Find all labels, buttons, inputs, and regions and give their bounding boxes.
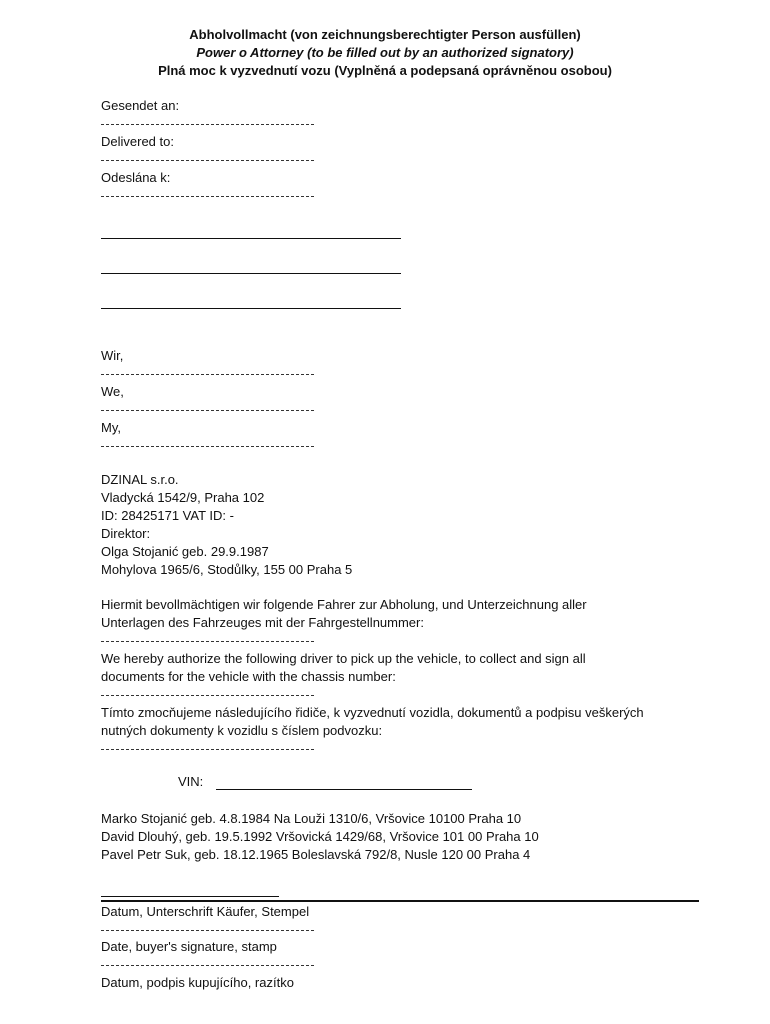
signature-line-short[interactable] — [101, 896, 279, 897]
company-name: DZINAL s.r.o. — [101, 472, 179, 487]
title-german: Abholvollmacht (von zeichnungsberechtigter Person ausfüllen) — [189, 27, 581, 42]
authorization-english-line-2: documents for the vehicle with the chassis number: — [101, 669, 396, 684]
authorization-english-line-1: We hereby authorize the following driver to pick up the vehicle, to collect and sign all — [101, 651, 586, 666]
director-name: Olga Stojanić geb. 29.9.1987 — [101, 544, 269, 559]
we-label-german: Wir, — [101, 348, 124, 363]
divider — [101, 930, 314, 931]
company-ids: ID: 28425171 VAT ID: - — [101, 508, 234, 523]
vin-input-line[interactable] — [216, 789, 472, 790]
divider — [101, 446, 314, 447]
divider — [101, 374, 314, 375]
authorization-german-line-1: Hiermit bevollmächtigen wir folgende Fahrer zur Abholung, und Unterzeichnung aller — [101, 597, 587, 612]
we-label-english: We, — [101, 384, 124, 399]
divider — [101, 410, 314, 411]
title-czech: Plná moc k vyzvednutí vozu (Vyplněná a podepsaná oprávněnou osobou) — [158, 63, 612, 78]
divider — [101, 160, 314, 161]
divider — [101, 749, 314, 750]
vin-label: VIN: — [178, 774, 204, 789]
signature-line[interactable] — [101, 900, 699, 902]
divider — [101, 124, 314, 125]
recipient-label-czech: Odeslána k: — [101, 170, 171, 185]
authorization-czech-line-2: nutných dokumenty k vozidlu s číslem podvozku: — [101, 723, 383, 738]
driver-2: David Dlouhý, geb. 19.5.1992 Vršovická 1429/68, Vršovice 101 00 Praha 10 — [101, 829, 539, 844]
company-address: Vladycká 1542/9, Praha 102 — [101, 490, 265, 505]
title-english: Power o Attorney (to be filled out by an authorized signatory) — [196, 45, 574, 60]
we-label-czech: My, — [101, 420, 121, 435]
divider — [101, 196, 314, 197]
recipient-label-german: Gesendet an: — [101, 98, 180, 113]
authorization-german-line-2: Unterlagen des Fahrzeuges mit der Fahrgestellnummer: — [101, 615, 424, 630]
recipient-line-1[interactable] — [101, 238, 401, 239]
signature-label-english: Date, buyer's signature, stamp — [101, 939, 277, 954]
recipient-line-3[interactable] — [101, 308, 401, 309]
director-address: Mohylova 1965/6, Stodůlky, 155 00 Praha 5 — [101, 562, 353, 577]
director-label: Direktor: — [101, 526, 151, 541]
driver-3: Pavel Petr Suk, geb. 18.12.1965 Boleslavská 792/8, Nusle 120 00 Praha 4 — [101, 847, 531, 862]
recipient-label-english: Delivered to: — [101, 134, 174, 149]
divider — [101, 965, 314, 966]
signature-label-german: Datum, Unterschrift Käufer, Stempel — [101, 904, 310, 919]
driver-1: Marko Stojanić geb. 4.8.1984 Na Louži 1310/6, Vršovice 10100 Praha 10 — [101, 811, 522, 826]
recipient-line-2[interactable] — [101, 273, 401, 274]
divider — [101, 695, 314, 696]
signature-label-czech: Datum, podpis kupujícího, razítko — [101, 975, 294, 990]
authorization-czech-line-1: Tímto zmocňujeme následujícího řidiče, k vyzvednutí vozidla, dokumentů a podpisu veškerých — [101, 705, 644, 720]
divider — [101, 641, 314, 642]
